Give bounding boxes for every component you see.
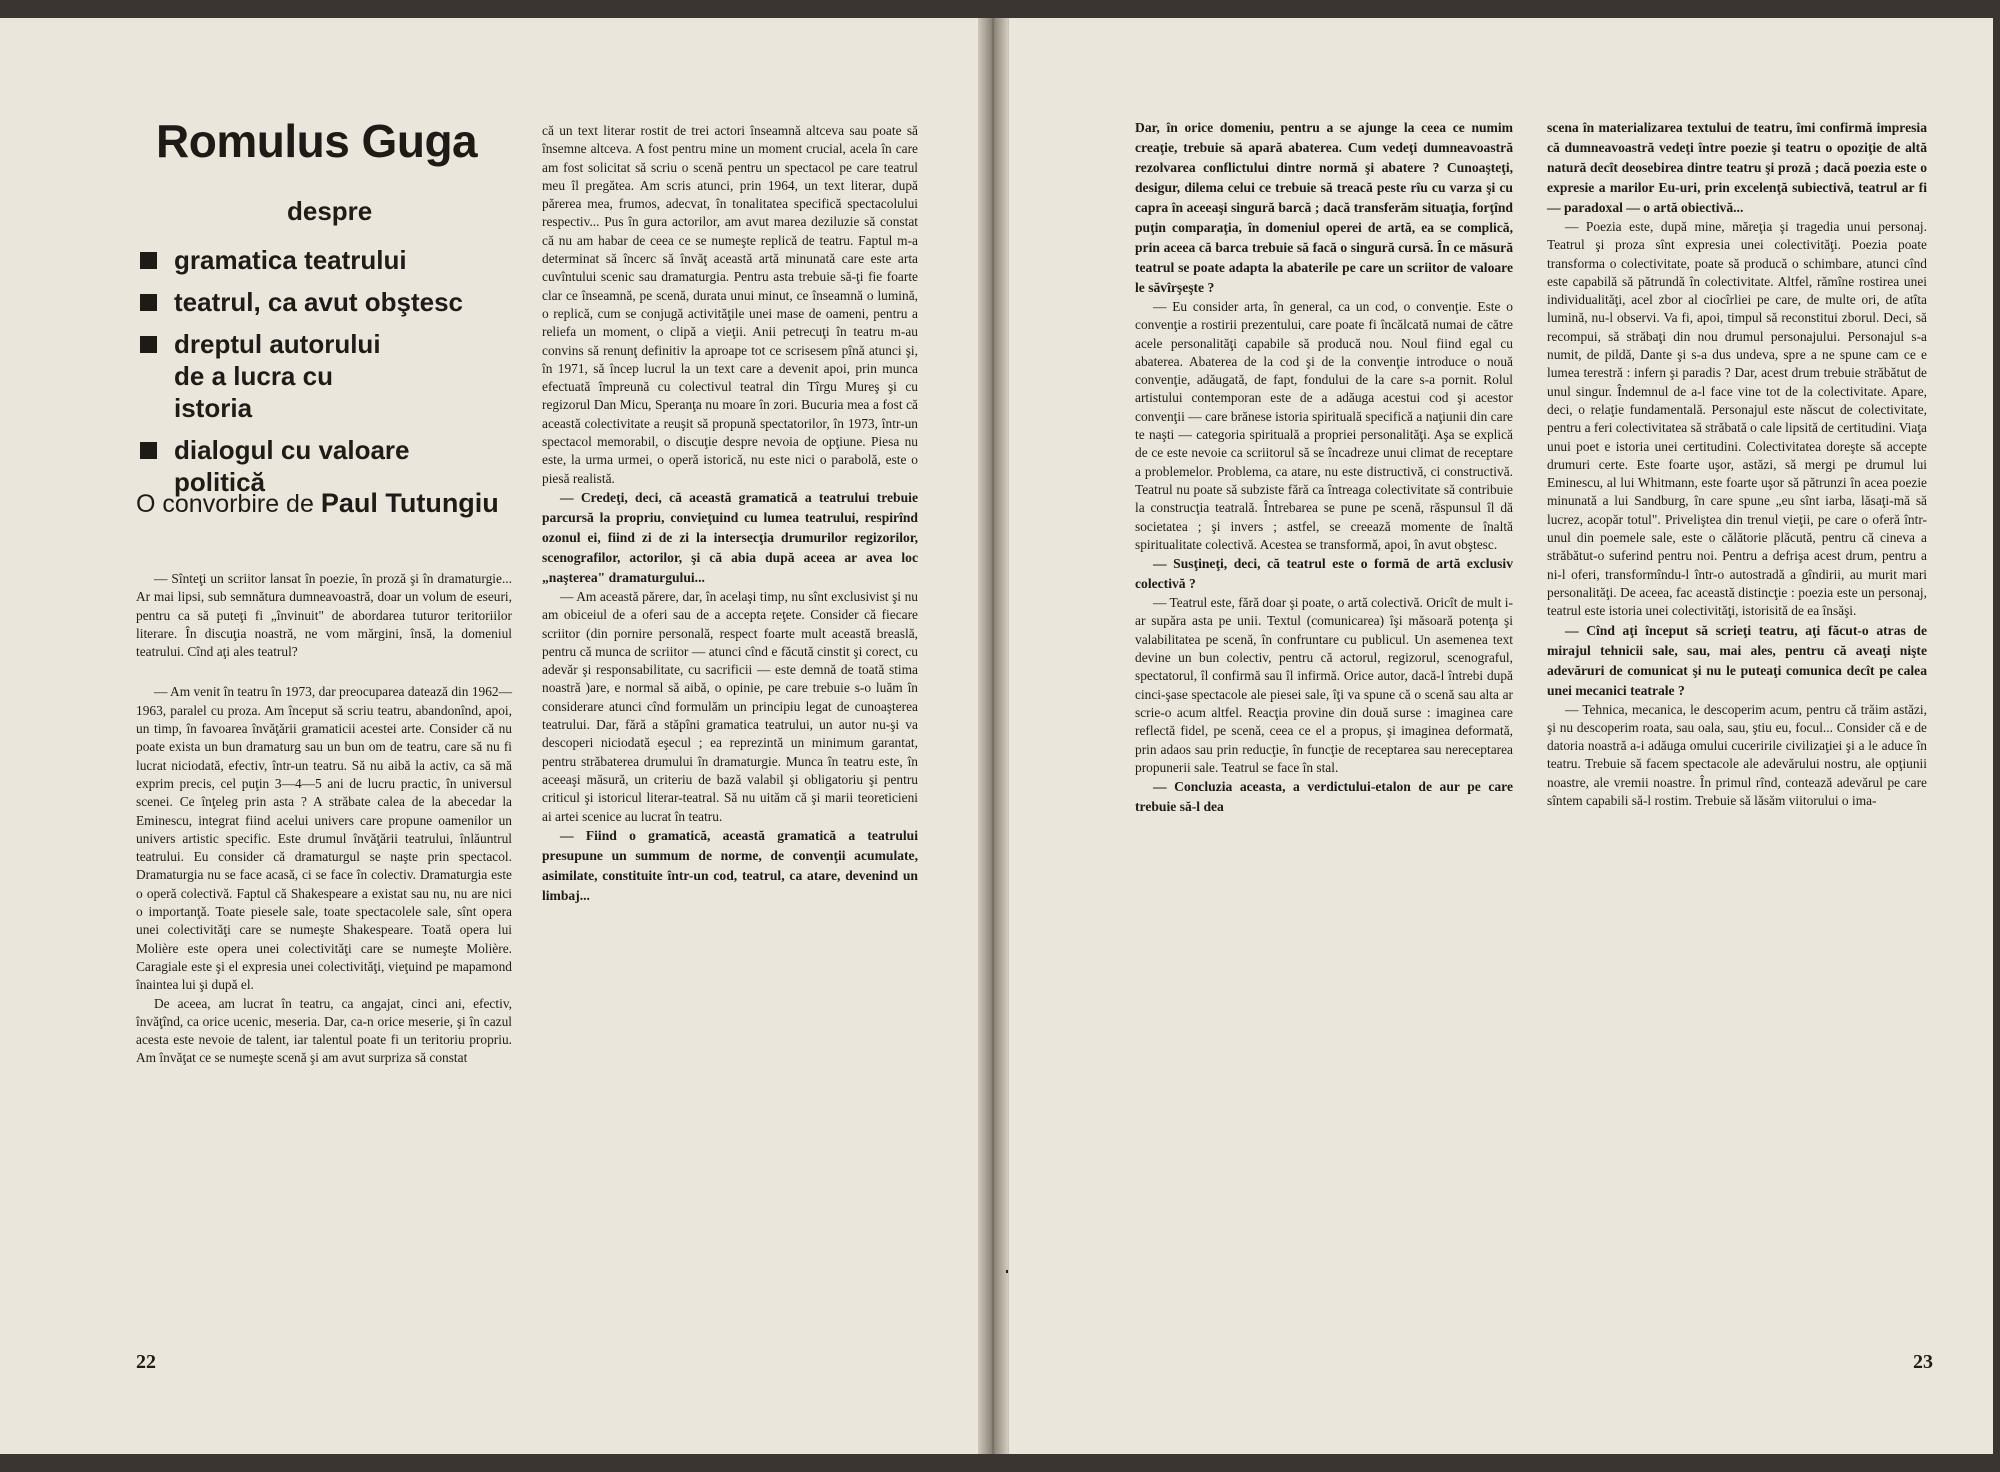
column-2 — [542, 122, 918, 906]
interview-question: — Cînd aţi început să scrieţi teatru, aţi făcut-o atras de mirajul tehnicii sale, sau, mai ales, pentru că aveaţi nişte adevăruri de comunicat şi nu le puteaţi comunica decît pe calea unei mecanici teatrale ? — [1547, 622, 1927, 698]
topic-label: dialogul cu valoare politică — [174, 435, 410, 497]
topic-list — [138, 244, 518, 508]
book-gutter — [978, 18, 1008, 1454]
paragraph: De aceea, am lucrat în teatru, ca angajat, cinci ani, efectiv, învăţînd, ca orice ucenic, meseria. Dar, ca-n orice meserie, şi în cazul acesta este nevoie de talent, iar talentul poate fi un teritoriu propriu. Am învăţat ce se numeşte scenă şi am avut surpriza să constat — [136, 995, 512, 1066]
paragraph: — Tehnica, mecanica, le descoperim acum, pentru că trăim astăzi, şi nu descoperim roata, sau oala, sau, ştiu eu, focul... Consider că e de datoria noastră a-i adăuga omului cuceririle civilizaţiei şi a le aduce în teatru. Trebuie să facem spectacole ale adevărului nostru, ale opţiunii noastre, ale vremii noastre. În primul rînd, contează adevărul pe care sîntem capabili să-l rostim. Trebuie să lăsăm viitorului o ima- — [1547, 701, 1927, 809]
interview-question: — Fiind o gramatică, această gramatică a teatrului presupune un summum de norme, de convenţii acumulate, asimilate, constituite într-un cod, teatrul, ca atare, devenind un limbaj... — [542, 827, 918, 903]
square-bullet-icon — [140, 336, 157, 353]
paragraph: — Teatrul este, fără doar şi poate, o artă colectivă. Oricît de mult i-ar supăra asta pe unii. Textul (comunicarea) îşi măsoară potenţa şi valabilitatea pe scenă, în confruntare cu publicul. Un asemenea text devine un bun colectiv, pentru că actorul, regizorul, scenograful, spectatorul, îl confirmă sau îl infirmă. Orice autor, dacă-l întrebi după cinci-şase spectacole ale piesei sale, îţi va spune că o scenă sau alta ar scrie-o acum altfel. Reacţia provine din două surse : imaginea care reflectă fidel, pe scenă, ceea ce el a propus, şi imaginea deformată, prin adaos sau prin reducţie, în funcţie de receptarea sau nereceptarea propunerii sale. Teatrul se face în stal. — [1135, 595, 1513, 775]
paragraph: — Am venit în teatru în 1973, dar preocuparea datează din 1962—1963, paralel cu proza. Am început să scriu teatru, abandonînd, apoi, un timp, în favoarea învăţării gramaticii acestei arte. Consider că nu poate exista un bun dramaturg sau un bun om de teatru, care să nu fi lucrat niciodată, efectiv, într-un teatru. Să nu aibă la activ, ca să mă exprim precis, cel puţin 3—4—5 ani de lucru practic, în universul scenei. Ce înţeleg prin asta ? A străbate calea de la abecedar la Eminescu, integrat fiind acelui univers care propune oamenilor un univers artistic specific. Este drumul învăţării teatrului, înlăuntrul teatrului. Eu consider că dramaturgul se naşte prin spectacol. Dramaturgia nu se face acasă, ci se face în colectiv. Dramaturgia este o operă colectivă. Faptul că Shakespeare a existat sau nu, nu are nici o importanţă. Toate piesele sale, toate spectacolele sale, sînt opera unei colectivităţi care se numeşte Shakespeare. Toată opera lui Molière este opera unei colectivităţi care se numeşte Molière. Caragiale este şi el expresia unei colectivităţi, vieţuind pe mapamond înaintea lui şi după el. — [136, 684, 512, 993]
interview-question: — Susţineţi, deci, că teatrul este o formă de artă exclusiv colectivă ? — [1135, 556, 1513, 592]
right-page — [1008, 18, 1993, 1454]
interview-question: — Sînteţi un scriitor lansat în poezie, în proză şi în dramaturgie... Ar mai lipsi, sub semnătura dumneavoastră, doar un volum de eseuri, pentru ca să puteţi fi „învinuit" de abordarea tuturor teritoriilor literare. În discuţia noastră, ne vom mărgini, însă, la domeniul teatrului. Cînd aţi ales teatrul? — [136, 571, 512, 660]
paragraph: — Poezia este, după mine, măreţia şi tragedia unui personaj. Teatrul şi proza sînt expresia unei colectivităţi. Poezia poate transforma o colectivitate, poate să producă o schimbare, atunci cînd este capabilă să pătrundă în colectivitate. Altfel, rămîne rostirea unei individualităţi, acel zbor al ciocîrliei pe care, de multe ori, de atîta lumină, nu-l observi. Va fi, apoi, timpul să reconstitui zborul. Deci, să recompui, să străbaţi din nou drumul personajului. Personajul s-a numit, de pildă, Dante şi s-a dus undeva, spre a ne spune cam ce e lumea terestră : infern şi paradis ? Dar, acest drum trebuie străbătut de unul singur. Îndemnul de a-l face vine tot de la colectivitate. Apare, deci, o relaţie fundamentală. Personajul este născut de colectivitate, pentru a feri colectivitatea să străbată o cale lipsită de certitudini. Viaţa unui poet e istoria unei certitudini. Colectivitatea doreşte să accepte drumuri certe. Este foarte uşor, astăzi, să mergi pe drumul lui Eminescu, al lui Whitmann, este foarte uşor să pătrunzi în acea poezie minunată a lui Sandburg, în care spune „eu sînt iarba, lăsaţi-mă să lucrez, acopăr totul". Priveliştea din trenul vieţii, pe care o oferă într-unul din poemele sale, este o călătorie plăcută, pentru că cineva a străbătut-o suferind pentru noi. Pentru a defrişa acest drum, pentru a ni-l oferi, transformîndu-l într-o autostradă a gîndirii, au murit mari personalităţi. De aceea, fac această distincţie : poezia este un personaj, teatrul este istoria unei colectivităţi, istorisită de ea însăşi. — [1547, 219, 1927, 619]
topic-item — [138, 286, 518, 318]
paragraph: — Am această părere, dar, în acelaşi timp, nu sînt exclusivist şi nu am obiceiul de a oferi sau de a accepta reţete. Consider că fiecare scriitor (din pornire personală, respect foarte mult această breaslă, pentru că munca de scriitor — atunci cînd e făcută cinstit şi corect, cu adevăr şi responsabilitate, cu sacrificii — este demnă de toată stima noastră )are, e normal să aibă, o opinie, pe care trebuie s-o luăm în considerare atunci cînd formulăm un principiu legat de cunoaşterea teatrului. Dar, fără a stăpîni gramatica teatrului, un autor nu-şi va descoperi niciodată eşecul ; ea reprezintă un minimum garantat, pentru străbaterea drumului în dramaturgie. Munca în teatru este, în aceeaşi măsură, un criteriu de bază valabil şi obligatoriu şi pentru criticul şi istoricul literar-teatral. Să nu uităm că şi marii teoreticieni ai artei scenice au lucrat în teatru. — [542, 588, 918, 824]
author-name: Paul Tutungiu — [320, 488, 499, 518]
article-subtitle: despre — [287, 196, 373, 226]
interview-question: scena în materializarea textului de teatru, îmi confirmă impresia că dumneavoastră vedeţi între poezie şi teatru o opoziţie de altă natură decît deosebirea dintre teatru şi proză ; dacă poezia este o expresie a marilor Eu-uri, prin excelenţă subiectivă, teatrul ar fi — paradoxal — o artă obiectivă... — [1547, 120, 1927, 215]
square-bullet-icon — [140, 442, 157, 459]
topic-label: gramatica teatrului — [174, 245, 407, 275]
left-page — [0, 18, 979, 1454]
paragraph: că un text literar rostit de trei actori înseamnă altceva sau poate să însemne altceva. A fost pentru mine un moment crucial, acela în care am fost solicitat să scriu o scenă pentru un spectacol pe care teatrul meu îl pregătea. Am scris atunci, prin 1964, un text literar, după părerea mea, frumos, adecvat, în tonalitatea specifică spectacolului respectiv... Pus în gura actorilor, am avut marea deziluzie să constat că nu am habar de ceea ce se numeşte replică de teatru. Faptul m-a determinat să încerc să învăţ această artă minunată care este arta cuvîntului scenic sau dramaturgia. Pentru asta trebuie să-ţi fie foarte clar ce înseamnă, pe scenă, durata unui minut, ce înseamnă o lumină, o replică, cum se conjugă activităţile unei mase de oameni, pentru a reliefa un moment, o clipă a vieţii. Anii petrecuţi în teatru m-au convins să renunţ definitiv la aproape tot ce scrisesem pînă atunci şi, în 1971, să încep lucrul la un text care a devenit apoi, prin munca efectuată împreună cu colectivul teatral din Tîrgu Mureş şi cu regizorul Dan Micu, Speranţa nu moare în zori. Bucuria mea a fost că această colectivitate a reuşit să propună spectatorilor, în 1973, într-un spectacol memorabil, o discuţie despre nevoia de opţiune. Piesa nu este, la urma urmei, o operă istorică, nu este nici o parabolă, este o piesă realistă. — [542, 123, 918, 486]
interview-question: — Credeţi, deci, că această gramatică a teatrului trebuie parcursă la propriu, convieţuind cu lumea teatrului, respirînd ozonul ei, fiind zi de zi la intersecţia drumurilor regizorilor, scenografilor, actorilor, şi că abia după aceea ar avea loc „naşterea" dramaturgului... — [542, 489, 918, 585]
topic-label: teatrul, ca avut obştesc — [174, 287, 463, 317]
page-number: 22 — [136, 1351, 156, 1373]
page-number: 23 — [1913, 1351, 1933, 1373]
square-bullet-icon — [140, 294, 157, 311]
square-bullet-icon — [140, 252, 157, 269]
topic-item — [138, 328, 414, 424]
interview-question: Dar, în orice domeniu, pentru a se ajunge la ceea ce numim creaţie, trebuie să apară abaterea. Cum vedeţi dumneavoastră rezolvarea conflictului dintre normă şi abatere ? Cunoaşteţi, desigur, dilema celui ce trebuie să treacă peste rîu cu varza şi cu capra în aceeaşi singură barcă ; dacă transferăm situaţia, forţînd puţin comparaţia, în domeniul operei de artă, ea se complică, prin aceea că barca trebuie să facă o singură cursă. În ce măsură teatrul se poate adapta la abaterile pe care un scriitor de valoare le săvîrşeşte ? — [1135, 120, 1513, 295]
column-3 — [1135, 118, 1513, 817]
byline — [136, 488, 499, 519]
byline-prefix: O convorbire de — [136, 490, 314, 518]
paragraph: — Eu consider arta, în general, ca un cod, o convenţie. Este o convenţie a rostirii prezentului, care poate fi încălcată numai de către acele personalităţi capabile să producă nou. Noul fiind egal cu abaterea. Abaterea de la cod şi de la convenţie introduce o nouă convenţie, adăugată, de fapt, fondului de la care s-a pornit. Rolul artistului contemporan este de a adăuga acestui cod şi acestor convenţii — care brănese istoria spirituală specifică a naţiunii din care te naşti — categoria spirituală a propriei personalităţi. Aşa se explică de ce este nevoie ca scriitorul să se încadreze unui climat de receptare a problemelor. Problema, ca atare, nu este distructivă, ci constructivă. Teatrul nu poate să subziste fără ca întreaga colectivitate să contribuie la construcţia teatrală. Întrebarea se pune pe scenă, răspunsul îl dă societatea ; şi invers ; astfel, se creează momente de înaltă spiritualitate colectivă. Acestea se transformă, apoi, în avut obştesc. — [1135, 299, 1513, 552]
topic-item — [138, 244, 518, 276]
topic-label: dreptul autorului de a lucra cu istoria — [174, 329, 381, 423]
column-4 — [1547, 118, 1927, 810]
article-title: Romulus Guga — [156, 115, 478, 167]
interview-question: — Concluzia aceasta, a verdictului-etalon de aur pe care trebuie să-l dea — [1135, 779, 1513, 815]
column-1 — [136, 570, 512, 1068]
